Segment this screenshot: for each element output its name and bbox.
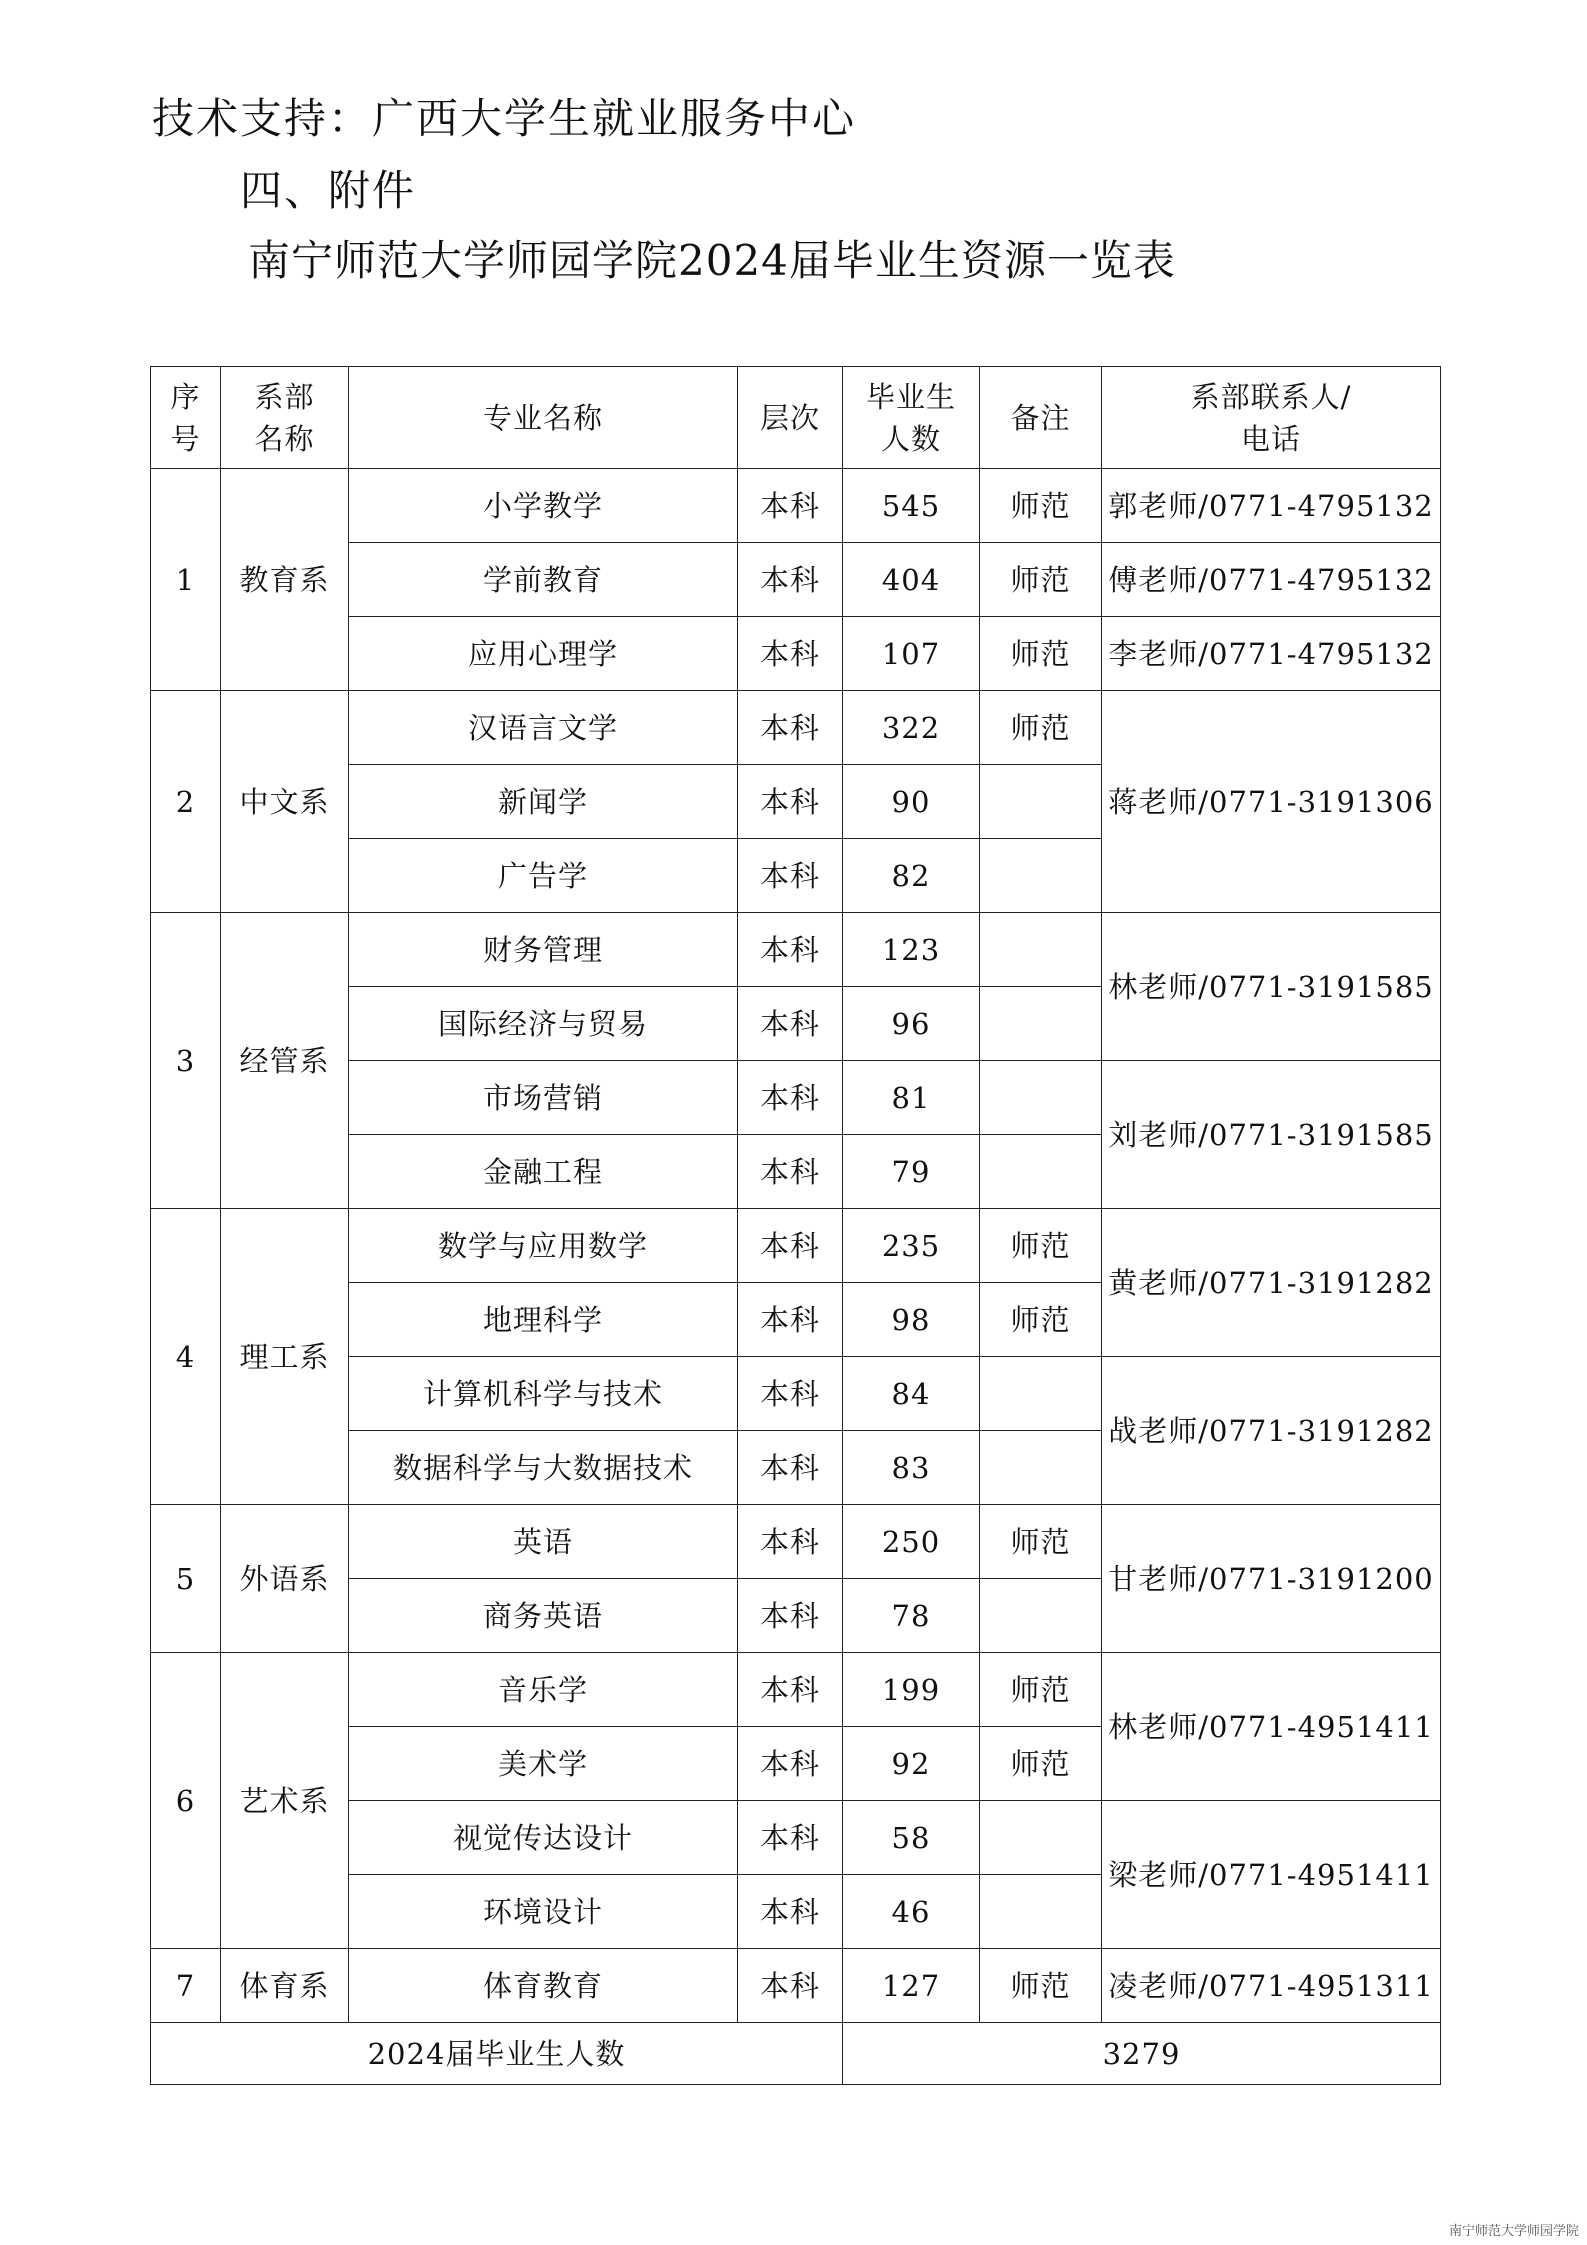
seq-cell: 1 xyxy=(151,469,221,691)
table-row xyxy=(151,1505,1441,1579)
count-cell: 322 xyxy=(843,691,980,765)
major-cell: 视觉传达设计 xyxy=(349,1801,738,1875)
level-cell: 本科 xyxy=(738,1505,843,1579)
dept-cell: 教育系 xyxy=(221,469,349,691)
level-cell: 本科 xyxy=(738,1283,843,1357)
note-cell xyxy=(980,913,1102,987)
note-cell xyxy=(980,1431,1102,1505)
dept-cell: 外语系 xyxy=(221,1505,349,1653)
count-cell: 96 xyxy=(843,987,980,1061)
count-cell: 84 xyxy=(843,1357,980,1431)
table-row xyxy=(151,1653,1441,1727)
table-row xyxy=(151,1949,1441,2023)
note-cell xyxy=(980,1357,1102,1431)
contact-cell: 黄老师/0771-3191282 xyxy=(1102,1209,1441,1357)
major-cell: 数据科学与大数据技术 xyxy=(349,1431,738,1505)
header-count: 毕业生人数 xyxy=(843,367,980,469)
seq-cell: 2 xyxy=(151,691,221,913)
level-cell: 本科 xyxy=(738,1357,843,1431)
count-cell: 545 xyxy=(843,469,980,543)
level-cell: 本科 xyxy=(738,469,843,543)
contact-cell: 甘老师/0771-3191200 xyxy=(1102,1505,1441,1653)
header-contact: 系部联系人/电话 xyxy=(1102,367,1441,469)
note-cell: 师范 xyxy=(980,543,1102,617)
total-value: 3279 xyxy=(843,2023,1441,2085)
count-cell: 46 xyxy=(843,1875,980,1949)
header-level: 层次 xyxy=(738,367,843,469)
count-cell: 235 xyxy=(843,1209,980,1283)
section-heading: 四、附件 xyxy=(240,166,417,215)
major-cell: 美术学 xyxy=(349,1727,738,1801)
table-title: 南宁师范大学师园学院2024届毕业生资源一览表 xyxy=(248,236,1176,285)
contact-cell: 蒋老师/0771-3191306 xyxy=(1102,691,1441,913)
count-cell: 404 xyxy=(843,543,980,617)
level-cell: 本科 xyxy=(738,543,843,617)
contact-cell: 凌老师/0771-4951311 xyxy=(1102,1949,1441,2023)
table-row xyxy=(151,1209,1441,1283)
total-row xyxy=(151,2023,1441,2085)
graduate-resource-table xyxy=(150,366,1441,2085)
header-seq: 序号 xyxy=(151,367,221,469)
header-note: 备注 xyxy=(980,367,1102,469)
count-cell: 81 xyxy=(843,1061,980,1135)
level-cell: 本科 xyxy=(738,765,843,839)
level-cell: 本科 xyxy=(738,691,843,765)
header-major: 专业名称 xyxy=(349,367,738,469)
dept-cell: 艺术系 xyxy=(221,1653,349,1949)
contact-cell: 梁老师/0771-4951411 xyxy=(1102,1801,1441,1949)
level-cell: 本科 xyxy=(738,987,843,1061)
major-cell: 商务英语 xyxy=(349,1579,738,1653)
level-cell: 本科 xyxy=(738,1061,843,1135)
note-cell xyxy=(980,1579,1102,1653)
total-label: 2024届毕业生人数 xyxy=(151,2023,843,2085)
major-cell: 财务管理 xyxy=(349,913,738,987)
level-cell: 本科 xyxy=(738,839,843,913)
note-cell xyxy=(980,839,1102,913)
note-cell: 师范 xyxy=(980,1209,1102,1283)
note-cell xyxy=(980,1875,1102,1949)
table-header-row xyxy=(151,367,1441,469)
level-cell: 本科 xyxy=(738,913,843,987)
seq-cell: 3 xyxy=(151,913,221,1209)
count-cell: 127 xyxy=(843,1949,980,2023)
level-cell: 本科 xyxy=(738,1209,843,1283)
header-dept: 系部名称 xyxy=(221,367,349,469)
note-cell: 师范 xyxy=(980,1653,1102,1727)
count-cell: 78 xyxy=(843,1579,980,1653)
support-line: 技术支持：广西大学生就业服务中心 xyxy=(152,94,857,143)
count-cell: 82 xyxy=(843,839,980,913)
note-cell: 师范 xyxy=(980,691,1102,765)
count-cell: 83 xyxy=(843,1431,980,1505)
table-row xyxy=(151,469,1441,543)
note-cell xyxy=(980,1061,1102,1135)
major-cell: 地理科学 xyxy=(349,1283,738,1357)
seq-cell: 7 xyxy=(151,1949,221,2023)
seq-cell: 4 xyxy=(151,1209,221,1505)
level-cell: 本科 xyxy=(738,1653,843,1727)
major-cell: 广告学 xyxy=(349,839,738,913)
level-cell: 本科 xyxy=(738,1727,843,1801)
dept-cell: 理工系 xyxy=(221,1209,349,1505)
level-cell: 本科 xyxy=(738,1875,843,1949)
major-cell: 英语 xyxy=(349,1505,738,1579)
note-cell: 师范 xyxy=(980,1283,1102,1357)
dept-cell: 体育系 xyxy=(221,1949,349,2023)
level-cell: 本科 xyxy=(738,1801,843,1875)
footer-watermark: 南宁师范大学师园学院 xyxy=(1448,2224,1579,2239)
contact-cell: 林老师/0771-4951411 xyxy=(1102,1653,1441,1801)
note-cell xyxy=(980,1135,1102,1209)
contact-cell: 郭老师/0771-4795132 xyxy=(1102,469,1441,543)
count-cell: 250 xyxy=(843,1505,980,1579)
count-cell: 107 xyxy=(843,617,980,691)
contact-cell: 傅老师/0771-4795132 xyxy=(1102,543,1441,617)
level-cell: 本科 xyxy=(738,1431,843,1505)
contact-cell: 林老师/0771-3191585 xyxy=(1102,913,1441,1061)
level-cell: 本科 xyxy=(738,1949,843,2023)
major-cell: 环境设计 xyxy=(349,1875,738,1949)
count-cell: 90 xyxy=(843,765,980,839)
note-cell: 师范 xyxy=(980,1505,1102,1579)
contact-cell: 刘老师/0771-3191585 xyxy=(1102,1061,1441,1209)
count-cell: 199 xyxy=(843,1653,980,1727)
count-cell: 98 xyxy=(843,1283,980,1357)
count-cell: 123 xyxy=(843,913,980,987)
count-cell: 58 xyxy=(843,1801,980,1875)
note-cell xyxy=(980,1801,1102,1875)
major-cell: 市场营销 xyxy=(349,1061,738,1135)
major-cell: 计算机科学与技术 xyxy=(349,1357,738,1431)
table-row xyxy=(151,691,1441,765)
table-row xyxy=(151,913,1441,987)
major-cell: 金融工程 xyxy=(349,1135,738,1209)
seq-cell: 5 xyxy=(151,1505,221,1653)
major-cell: 学前教育 xyxy=(349,543,738,617)
note-cell: 师范 xyxy=(980,617,1102,691)
major-cell: 应用心理学 xyxy=(349,617,738,691)
note-cell xyxy=(980,987,1102,1061)
dept-cell: 中文系 xyxy=(221,691,349,913)
major-cell: 体育教育 xyxy=(349,1949,738,2023)
note-cell: 师范 xyxy=(980,1727,1102,1801)
count-cell: 79 xyxy=(843,1135,980,1209)
seq-cell: 6 xyxy=(151,1653,221,1949)
major-cell: 国际经济与贸易 xyxy=(349,987,738,1061)
note-cell: 师范 xyxy=(980,469,1102,543)
major-cell: 汉语言文学 xyxy=(349,691,738,765)
level-cell: 本科 xyxy=(738,617,843,691)
note-cell xyxy=(980,765,1102,839)
major-cell: 小学教学 xyxy=(349,469,738,543)
count-cell: 92 xyxy=(843,1727,980,1801)
level-cell: 本科 xyxy=(738,1579,843,1653)
contact-cell: 李老师/0771-4795132 xyxy=(1102,617,1441,691)
contact-cell: 战老师/0771-3191282 xyxy=(1102,1357,1441,1505)
major-cell: 新闻学 xyxy=(349,765,738,839)
major-cell: 音乐学 xyxy=(349,1653,738,1727)
major-cell: 数学与应用数学 xyxy=(349,1209,738,1283)
level-cell: 本科 xyxy=(738,1135,843,1209)
dept-cell: 经管系 xyxy=(221,913,349,1209)
note-cell: 师范 xyxy=(980,1949,1102,2023)
